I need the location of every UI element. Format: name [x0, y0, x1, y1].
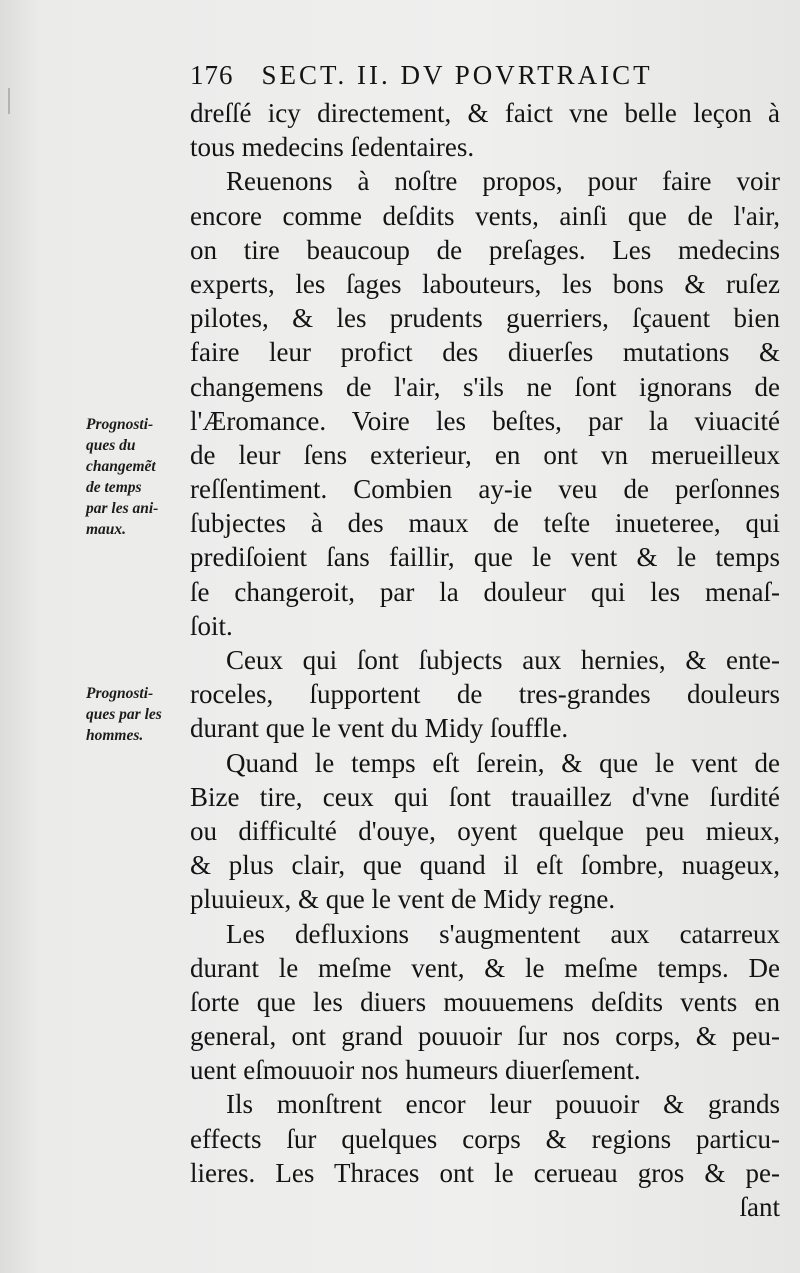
catchword: ſant — [739, 1192, 780, 1222]
text-line: pilotes, & les prudents guerriers, ſçauent bien — [190, 303, 780, 334]
text-line: dreſſé icy directement, & faict vne belle leçon à — [190, 98, 780, 128]
text-line: & plus clair, que quand il eſt ſombre, nuageux, — [190, 850, 780, 881]
margin-note-line: Prognosti- — [86, 416, 154, 433]
text-line: lieres. Les Thraces ont le cerueau gros & pe- — [190, 1157, 780, 1188]
text-line: Reuenons à noſtre propos, pour faire voir — [226, 166, 780, 197]
text-line: uent eſmouuoir nos humeurs diuerſement. — [190, 1055, 641, 1086]
text-line: ou difficulté d'ouye, oyent quelque peu mieux, — [190, 815, 780, 846]
text-line: pluuieux, & que le vent de Midy regne. — [190, 884, 616, 915]
margin-note-line: hommes. — [86, 727, 144, 744]
margin-note-line: ques du — [86, 437, 136, 454]
text-line: prediſoient ſans faillir, que le vent & le temps — [190, 542, 780, 573]
text-line: effects ſur quelques corps & regions particu- — [190, 1123, 780, 1154]
text-line: reſſentiment. Combien ay-ie veu de perſonnes — [190, 474, 780, 505]
text-line: changemens de l'air, s'ils ne ſont ignorans de — [190, 371, 780, 402]
text-line: Ils monſtrent encor leur pouuoir & grands — [226, 1089, 780, 1120]
margin-note-line: changemẽt — [86, 458, 156, 475]
margin-note-men — [86, 683, 198, 746]
text-line: encore comme deſdits vents, ainſi que de l'air, — [190, 200, 780, 231]
text-line: ſubjectes à des maux de teſte inueteree, qui — [190, 508, 780, 539]
margin-note-line: par les ani- — [86, 500, 159, 517]
page-edge-mark — [8, 88, 10, 114]
text-line: Les defluxions s'augmentent aux catarreux — [226, 918, 780, 949]
text-line: general, ont grand pouuoir ſur nos corps, & peu- — [190, 1021, 780, 1052]
text-line: de leur ſens exterieur, en ont vn merueilleux — [190, 439, 780, 470]
page-number: 176 — [190, 60, 234, 90]
margin-note-line: maux. — [86, 521, 127, 538]
text-line: durant que le vent du Midy ſouffle. — [190, 713, 569, 744]
text-line: Bize tire, ceux qui ſont trauaillez d'vne ſurdité — [190, 781, 780, 812]
text-line: tous medecins ſedentaires. — [190, 132, 475, 163]
text-line: experts, les ſages labouteurs, les bons & ruſez — [190, 268, 780, 299]
text-line: l'Æromance. Voire les beſtes, par la viuacité — [190, 405, 780, 436]
margin-note-line: ques par les — [86, 706, 162, 723]
text-line: durant le meſme vent, & le meſme temps. De — [190, 952, 780, 983]
margin-note-animals — [86, 414, 198, 540]
text-line: roceles, ſupportent de tres-grandes douleurs — [190, 679, 780, 710]
text-line: Quand le temps eſt ſerein, & que le vent de — [226, 747, 780, 778]
running-title: SECT. II. DV POVRTRAICT — [261, 60, 653, 90]
body-text — [190, 96, 780, 1224]
text-line: ſoit. — [190, 610, 233, 641]
text-line: Ceux qui ſont ſubjects aux hernies, & ente- — [226, 645, 780, 675]
text-line: on tire beaucoup de preſages. Les medecins — [190, 234, 780, 265]
margin-note-line: de temps — [86, 479, 142, 496]
margin-note-line: Prognosti- — [86, 685, 154, 702]
text-line: ſorte que les diuers mouuemens deſdits vents en — [190, 986, 780, 1017]
running-header — [190, 60, 653, 91]
text-line: faire leur profict des diuerſes mutations & — [190, 337, 780, 368]
text-line: ſe changeroit, par la douleur qui les menaſ- — [190, 576, 780, 607]
